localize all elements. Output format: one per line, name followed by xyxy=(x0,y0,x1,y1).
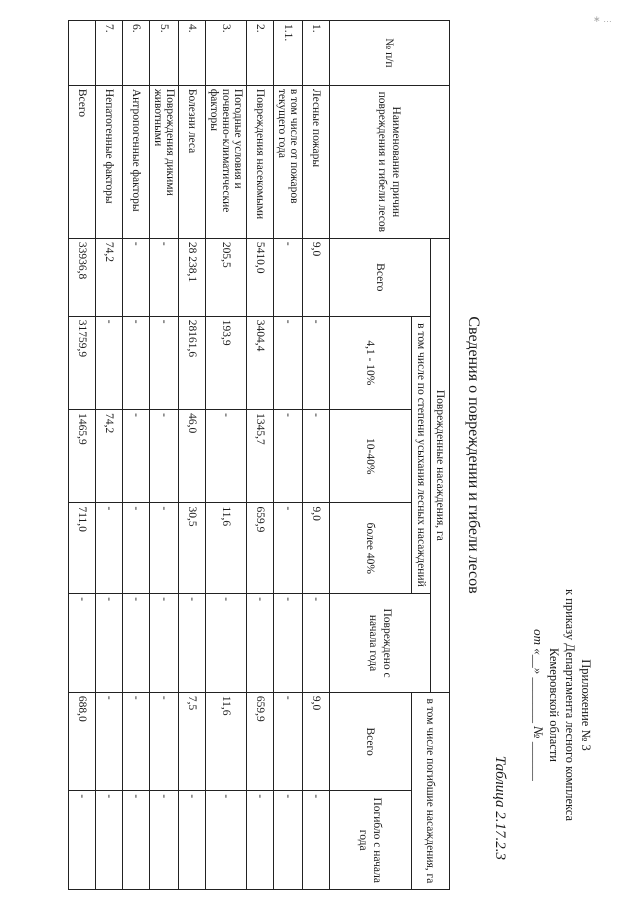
header-damaged-ytd: Повреждено с начала года xyxy=(330,594,431,693)
header-range-3: более 40% xyxy=(330,503,412,594)
table-row xyxy=(274,21,303,890)
cell-dead-ytd: - xyxy=(179,791,206,890)
cell-num: 5. xyxy=(150,21,179,86)
cell-damaged-ytd: - xyxy=(179,594,206,693)
cell-range-3: 711,0 xyxy=(69,503,96,594)
table-row xyxy=(206,21,247,890)
cell-range-2: - xyxy=(123,410,150,503)
table-row xyxy=(247,21,274,890)
appendix-date-line: от «__» _______ № ______ xyxy=(531,629,546,781)
cell-range-3: 30,5 xyxy=(179,503,206,594)
table-row xyxy=(123,21,150,890)
cell-range-3: 11,6 xyxy=(206,503,247,594)
cell-range-2: - xyxy=(274,410,303,503)
cell-total: 205,5 xyxy=(206,238,247,316)
cell-name: Лесные пожары xyxy=(303,85,330,238)
cell-range-3: 9,0 xyxy=(303,503,330,594)
cell-range-1: 3404,4 xyxy=(247,316,274,409)
cell-range-2: 1345,7 xyxy=(247,410,274,503)
cell-dead-total: 11,6 xyxy=(206,692,247,791)
cell-dead-ytd: - xyxy=(206,791,247,890)
cell-dead-ytd: - xyxy=(69,791,96,890)
cell-name: Повреждения насекомыми xyxy=(247,85,274,238)
cell-num: 3. xyxy=(206,21,247,86)
cell-num: 2. xyxy=(247,21,274,86)
cell-total: 33936,8 xyxy=(69,238,96,316)
cell-range-2: - xyxy=(150,410,179,503)
table-row xyxy=(150,21,179,890)
cell-dead-total: - xyxy=(96,692,123,791)
appendix-block xyxy=(530,540,594,870)
cell-num: 1. xyxy=(303,21,330,86)
header-name: Наименование причин повреждения и гибели лесов xyxy=(330,85,450,238)
appendix-line: к приказу Департамента лесного комплекса xyxy=(563,588,577,822)
cell-dead-total: 9,0 xyxy=(303,692,330,791)
cell-dead-ytd: - xyxy=(247,791,274,890)
header-dead-ytd: Погибло с начала года xyxy=(330,791,412,890)
header-damaged: Поврежденные насаждения, га xyxy=(431,238,450,692)
cell-dead-total: - xyxy=(274,692,303,791)
cell-range-3: - xyxy=(123,503,150,594)
cell-range-1: - xyxy=(123,316,150,409)
cell-damaged-ytd: - xyxy=(274,594,303,693)
cell-range-2: 46,0 xyxy=(179,410,206,503)
cell-total: - xyxy=(123,238,150,316)
cell-damaged-ytd: - xyxy=(69,594,96,693)
header-total: Всего xyxy=(330,238,431,316)
cell-damaged-ytd: - xyxy=(150,594,179,693)
cell-range-3: - xyxy=(274,503,303,594)
cell-name: Всего xyxy=(69,85,96,238)
cell-name: Антропогенные факторы xyxy=(123,85,150,238)
appendix-line: Приложение № 3 xyxy=(579,659,593,751)
cell-range-1: - xyxy=(150,316,179,409)
table-row xyxy=(179,21,206,890)
cell-name: в том числе от пожаров текущего года xyxy=(274,85,303,238)
cell-name: Погодные условия и почвенно-климатические факторы xyxy=(206,85,247,238)
corner-mark: ∗ … xyxy=(592,14,612,24)
cell-range-1: - xyxy=(303,316,330,409)
cell-total: 5410,0 xyxy=(247,238,274,316)
cell-range-3: - xyxy=(150,503,179,594)
cell-dead-total: 688,0 xyxy=(69,692,96,791)
document-title: Сведения о повреждении и гибели лесов xyxy=(465,316,482,594)
document-header xyxy=(465,20,600,890)
cell-damaged-ytd: - xyxy=(247,594,274,693)
cell-damaged-ytd: - xyxy=(303,594,330,693)
cell-range-1: 28161,6 xyxy=(179,316,206,409)
cell-range-3: - xyxy=(96,503,123,594)
appendix-line: Кемеровской области xyxy=(547,647,561,763)
cell-total: 28 238,1 xyxy=(179,238,206,316)
cell-range-1: 193,9 xyxy=(206,316,247,409)
cell-range-1: 31759,9 xyxy=(69,316,96,409)
cell-range-2: 74,2 xyxy=(96,410,123,503)
cell-num: 4. xyxy=(179,21,206,86)
damage-table xyxy=(68,20,450,890)
cell-dead-total: - xyxy=(150,692,179,791)
header-damaged-sub: в том числе по степени усыхания лесных насаждений xyxy=(412,316,431,594)
cell-num xyxy=(69,21,96,86)
table-row xyxy=(96,21,123,890)
cell-name: Повреждения дикими животными xyxy=(150,85,179,238)
cell-damaged-ytd: - xyxy=(206,594,247,693)
header-range-1: 4,1 - 10% xyxy=(330,316,412,409)
table-row-total xyxy=(69,21,96,890)
cell-range-1: - xyxy=(274,316,303,409)
cell-num: 6. xyxy=(123,21,150,86)
table-number: Таблица 2.17.2.3 xyxy=(492,755,508,860)
cell-range-2: - xyxy=(303,410,330,503)
cell-total: - xyxy=(150,238,179,316)
cell-num: 7. xyxy=(96,21,123,86)
header-num: № п/п xyxy=(330,21,450,86)
cell-total: 9,0 xyxy=(303,238,330,316)
header-dead: в том числе погибшие насаждения, га xyxy=(412,692,450,889)
damage-table-wrap xyxy=(68,20,450,890)
header-dead-total: Всего xyxy=(330,692,412,791)
cell-name: Непатогенные факторы xyxy=(96,85,123,238)
table-row xyxy=(303,21,330,890)
cell-dead-ytd: - xyxy=(96,791,123,890)
cell-total: 74,2 xyxy=(96,238,123,316)
cell-dead-ytd: - xyxy=(303,791,330,890)
rotated-page xyxy=(76,10,600,900)
cell-dead-total: 659,9 xyxy=(247,692,274,791)
cell-dead-total: 7,5 xyxy=(179,692,206,791)
header-range-2: 10-40% xyxy=(330,410,412,503)
cell-range-2: 1465,9 xyxy=(69,410,96,503)
cell-dead-ytd: - xyxy=(274,791,303,890)
cell-dead-total: - xyxy=(123,692,150,791)
cell-num: 1.1. xyxy=(274,21,303,86)
cell-range-2: - xyxy=(206,410,247,503)
cell-dead-ytd: - xyxy=(150,791,179,890)
cell-range-3: 659,9 xyxy=(247,503,274,594)
cell-dead-ytd: - xyxy=(123,791,150,890)
cell-range-1: - xyxy=(96,316,123,409)
cell-name: Болезни леса xyxy=(179,85,206,238)
cell-damaged-ytd: - xyxy=(123,594,150,693)
cell-damaged-ytd: - xyxy=(96,594,123,693)
cell-total: - xyxy=(274,238,303,316)
